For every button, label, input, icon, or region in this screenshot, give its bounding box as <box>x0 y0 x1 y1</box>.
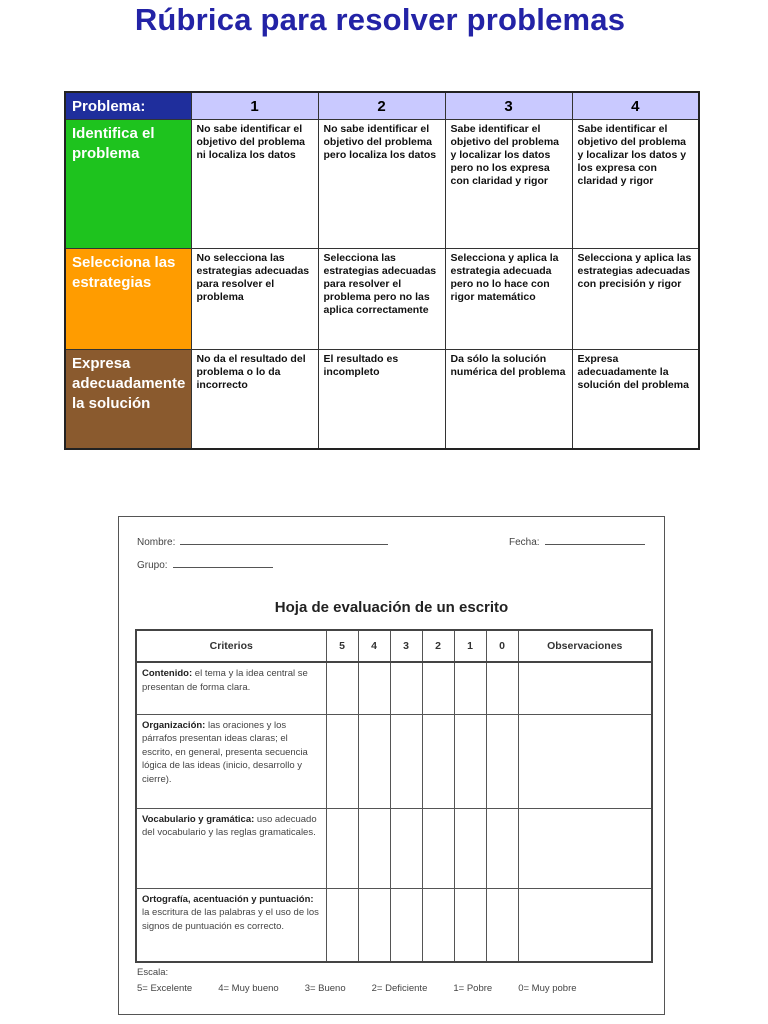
score-cell[interactable] <box>358 888 390 962</box>
sheet-title: Hoja de evaluación de un escrito <box>274 599 509 616</box>
criterion-cell <box>136 662 326 714</box>
observations-cell[interactable] <box>518 714 652 808</box>
rubric-cell: No da el resultado del problema o lo da incorrecto <box>191 350 318 450</box>
criterion-description: las oraciones y los párrafos presentan ideas claras; el escrito, en general, presenta secuencia lógica de las ideas (inicio, desarrollo y cierre). <box>142 719 308 785</box>
name-field <box>137 537 388 548</box>
rubric-level-header: 1 <box>191 92 318 120</box>
criterion-term: Contenido: <box>142 668 193 679</box>
score-cell[interactable] <box>454 888 486 962</box>
date-label: Fecha: <box>509 537 540 548</box>
score-header: 1 <box>454 630 486 662</box>
score-cell[interactable] <box>326 662 358 714</box>
rubric-criterion: Selecciona las estrategias <box>65 249 191 350</box>
rubric-cell: Selecciona las estrategias adecuadas para resolver el problema pero no las aplica correctamente <box>318 249 445 350</box>
score-cell[interactable] <box>326 714 358 808</box>
evaluation-row <box>136 808 652 888</box>
score-cell[interactable] <box>454 662 486 714</box>
date-line <box>545 543 645 545</box>
score-cell[interactable] <box>326 808 358 888</box>
scale-item: 0= Muy pobre <box>518 983 577 994</box>
rubric-header-row <box>65 92 699 120</box>
rubric-cell: El resultado es incompleto <box>318 350 445 450</box>
rubric-row <box>65 120 699 249</box>
rubric-cell: No sabe identificar el objetivo del problema pero localiza los datos <box>318 120 445 249</box>
rubric-cell: Selecciona y aplica la estrategia adecuada pero no lo hace con rigor matemático <box>445 249 572 350</box>
evaluation-row <box>136 714 652 808</box>
observations-cell[interactable] <box>518 662 652 714</box>
score-cell[interactable] <box>454 714 486 808</box>
score-cell[interactable] <box>358 808 390 888</box>
scale-title: Escala: <box>137 967 169 978</box>
rubric-row <box>65 350 699 450</box>
criterion-cell <box>136 714 326 808</box>
evaluation-table <box>135 629 653 963</box>
criterion-description: el tema y la idea central se presentan de forma clara. <box>142 668 308 693</box>
group-label: Grupo: <box>137 560 168 571</box>
rubric-level-header: 3 <box>445 92 572 120</box>
score-cell[interactable] <box>390 808 422 888</box>
criterion-cell <box>136 888 326 962</box>
scale-item: 4= Muy bueno <box>218 983 279 994</box>
rubric-cell: Sabe identificar el objetivo del problema y localizar los datos y los expresa con claridad y rigor <box>572 120 699 249</box>
score-header: 2 <box>422 630 454 662</box>
score-header: 0 <box>486 630 518 662</box>
rubric-cell: Expresa adecuadamente la solución del problema <box>572 350 699 450</box>
rubric-level-header: 4 <box>572 92 699 120</box>
scale-item: 3= Bueno <box>304 983 346 994</box>
score-cell[interactable] <box>358 662 390 714</box>
score-cell[interactable] <box>422 888 454 962</box>
date-field <box>509 537 645 548</box>
score-cell[interactable] <box>454 808 486 888</box>
criteria-header: Criterios <box>136 630 326 662</box>
score-cell[interactable] <box>486 714 518 808</box>
rubric-cell: Selecciona y aplica las estrategias adecuadas con precisión y rigor <box>572 249 699 350</box>
evaluation-header-row <box>136 630 652 662</box>
rubric-cell: No sabe identificar el objetivo del problema ni localiza los datos <box>191 120 318 249</box>
rubric-cell: Sabe identificar el objetivo del problema y localizar los datos pero no los expresa con claridad y rigor <box>445 120 572 249</box>
score-cell[interactable] <box>486 662 518 714</box>
score-cell[interactable] <box>326 888 358 962</box>
observations-cell[interactable] <box>518 808 652 888</box>
score-cell[interactable] <box>422 662 454 714</box>
scale-item: 5= Excelente <box>137 983 193 994</box>
score-cell[interactable] <box>486 808 518 888</box>
score-cell[interactable] <box>390 662 422 714</box>
criterion-description: la escritura de las palabras y el uso de los signos de puntuación es correcto. <box>142 907 319 932</box>
page-title: Rúbrica para resolver problemas <box>134 2 626 37</box>
evaluation-row <box>136 888 652 962</box>
scale-item: 2= Deficiente <box>371 983 428 994</box>
rubric-level-header: 2 <box>318 92 445 120</box>
evaluation-sheet <box>118 516 665 1015</box>
score-cell[interactable] <box>390 714 422 808</box>
rubric-cell: Da sólo la solución numérica del problema <box>445 350 572 450</box>
rubric-criterion: Identifica el problema <box>65 120 191 249</box>
score-header: 5 <box>326 630 358 662</box>
score-header: 3 <box>390 630 422 662</box>
criterion-term: Vocabulario y gramática: <box>142 813 255 825</box>
observations-cell[interactable] <box>518 888 652 962</box>
name-label: Nombre: <box>137 537 176 548</box>
criterion-description: uso adecuado del vocabulario y las reglas gramaticales. <box>142 813 317 838</box>
scale-item: 1= Pobre <box>453 983 493 994</box>
rubric-criterion: Expresa adecuadamente la solución <box>65 350 191 450</box>
score-cell[interactable] <box>358 714 390 808</box>
criterion-cell <box>136 808 326 888</box>
score-cell[interactable] <box>486 888 518 962</box>
rubric-corner-label: Problema: <box>65 92 191 120</box>
criterion-term: Ortografía, acentuación y puntuación: <box>142 893 314 905</box>
rubric-cell: No selecciona las estrategias adecuadas para resolver el problema <box>191 249 318 350</box>
score-cell[interactable] <box>422 808 454 888</box>
evaluation-row <box>136 662 652 714</box>
score-header: 4 <box>358 630 390 662</box>
rubric-table <box>64 91 700 450</box>
group-line <box>173 566 273 568</box>
rubric-row <box>65 249 699 350</box>
group-field <box>137 560 273 571</box>
name-line <box>180 543 388 545</box>
criterion-term: Organización: <box>142 719 206 731</box>
score-cell[interactable] <box>390 888 422 962</box>
observations-header: Observaciones <box>518 630 652 662</box>
scale-legend <box>137 983 603 994</box>
score-cell[interactable] <box>422 714 454 808</box>
